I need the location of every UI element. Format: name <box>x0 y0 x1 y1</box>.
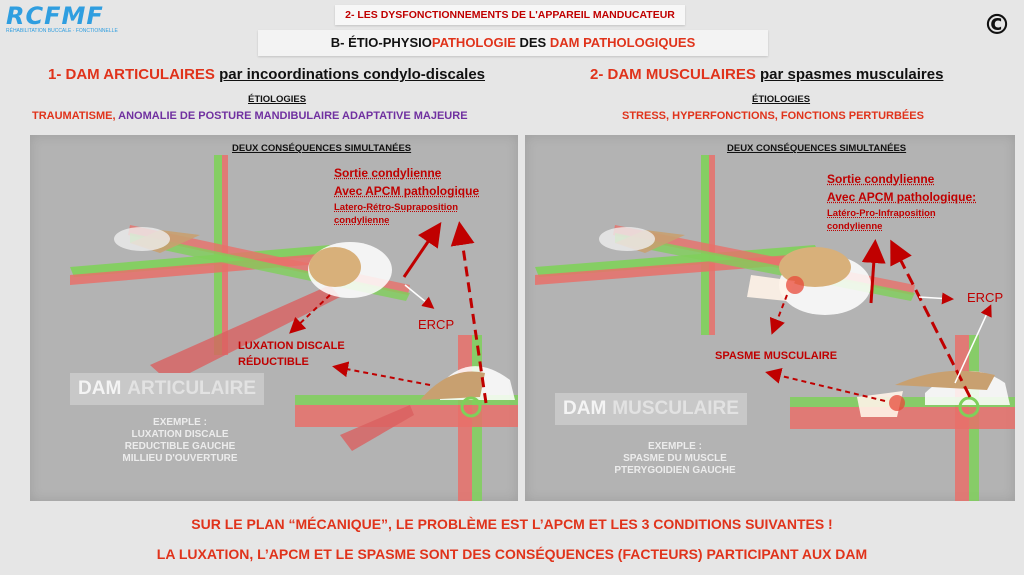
left-luxation-line1: LUXATION DISCALE <box>238 340 345 352</box>
condyle <box>309 247 361 287</box>
logo-subtitle: RÉHABILITATION BUCCALE · FONCTIONNELLE <box>6 28 118 34</box>
logo-text: RCFMF <box>6 2 104 30</box>
left-etiologies-text <box>32 110 468 122</box>
right-title-rest: par spasmes musculaires <box>760 66 944 83</box>
arrow-to-ercp <box>919 297 951 299</box>
left-sortie-line2: Avec APCM pathologique <box>334 184 480 198</box>
arrow-from-mini <box>336 367 430 385</box>
arrow-to-sortie <box>404 227 438 277</box>
section-banner-mid: DES <box>515 35 550 50</box>
right-dam-word1: DAM <box>563 398 607 419</box>
mini-horizontal-pink <box>790 407 1015 429</box>
right-title-red: 2- DAM MUSCULAIRES <box>590 66 756 83</box>
left-title-red: 1- DAM ARTICULAIRES <box>48 66 215 83</box>
left-dam-word1: DAM <box>78 378 122 399</box>
small-disc <box>599 227 655 251</box>
rcfmf-logo <box>6 4 132 34</box>
arrow-to-sortie <box>871 245 875 303</box>
left-consequences-label: DEUX CONSÉQUENCES SIMULTANÉES <box>232 143 412 154</box>
footer-line1: SUR LE PLAN “MÉCANIQUE”, LE PROBLÈME EST L’APCM ET LES 3 CONDITIONS SUIVANTES ! <box>191 516 833 532</box>
right-example-text: EXEMPLE : SPASME DU MUSCLE PTERYGOIDIEN GAUCHE <box>614 441 736 476</box>
right-spasm-label: SPASME MUSCULAIRE <box>715 350 838 362</box>
left-illustration-panel <box>30 135 518 501</box>
right-illustration-panel <box>525 135 1015 501</box>
mini-spasm-point <box>889 395 905 411</box>
section-banner-highlight2: DAM PATHOLOGIQUES <box>549 35 696 50</box>
right-dam-word2: MUSCULAIRE <box>612 398 739 419</box>
right-etiologies-text: STRESS, HYPERFONCTIONS, FONCTIONS PERTURBÉES <box>622 110 924 122</box>
right-etiologies-label: ÉTIOLOGIES <box>752 94 811 105</box>
left-etiologies-label: ÉTIOLOGIES <box>248 94 307 105</box>
footer-line2: LA LUXATION, L’APCM ET LE SPASME SONT DES CONSÉQUENCES (FACTEURS) PARTICIPANT AUX DAM <box>156 546 868 562</box>
small-disc <box>114 227 170 251</box>
right-sortie-sub1: Latéro-Pro-Infraposition <box>827 208 936 219</box>
left-dam-box <box>70 373 264 405</box>
mini-condyle <box>895 371 995 390</box>
section-banner-pre: B- ÉTIO-PHYSIO <box>330 35 432 50</box>
arrow-to-ercp <box>405 285 432 307</box>
left-luxation-line2: RÉDUCTIBLE <box>238 356 309 368</box>
section-banner-highlight: PATHOLOGIE <box>431 35 516 50</box>
left-etio-part2: ANOMALIE DE POSTURE MANDIBULAIRE ADAPTATIVE MAJEURE <box>118 110 468 122</box>
right-ercp-label: ERCP <box>967 290 1004 305</box>
spasm-point <box>786 276 804 294</box>
left-sortie-line1: Sortie condylienne <box>334 166 442 180</box>
copyright-icon: © <box>983 8 1011 41</box>
left-title-rest: par incoordinations condylo-discales <box>219 66 486 83</box>
right-title <box>590 66 943 83</box>
left-sortie-sub2: condylienne <box>334 215 390 226</box>
left-example-text: EXEMPLE : LUXATION DISCALE REDUCTIBLE GAUCHE MILLIEU D'OUVERTURE <box>122 417 238 464</box>
left-etio-part1: TRAUMATISME, <box>32 110 116 122</box>
right-sortie-sub2: condylienne <box>827 221 883 232</box>
right-dam-box <box>555 393 747 425</box>
right-sortie-line2: Avec APCM pathologique: <box>827 190 977 204</box>
chapter-banner: 2- LES DYSFONCTIONNEMENTS DE L'APPAREIL MANDUCATEUR <box>335 5 685 25</box>
right-sortie-line1: Sortie condylienne <box>827 172 935 186</box>
left-ercp-label: ERCP <box>418 317 455 332</box>
right-consequences-label: DEUX CONSÉQUENCES SIMULTANÉES <box>727 143 907 154</box>
section-banner <box>258 30 768 56</box>
left-title <box>48 66 485 83</box>
left-dam-word2: ARTICULAIRE <box>127 378 257 399</box>
left-sortie-sub1: Latero-Rétro-Supraposition <box>334 202 459 213</box>
